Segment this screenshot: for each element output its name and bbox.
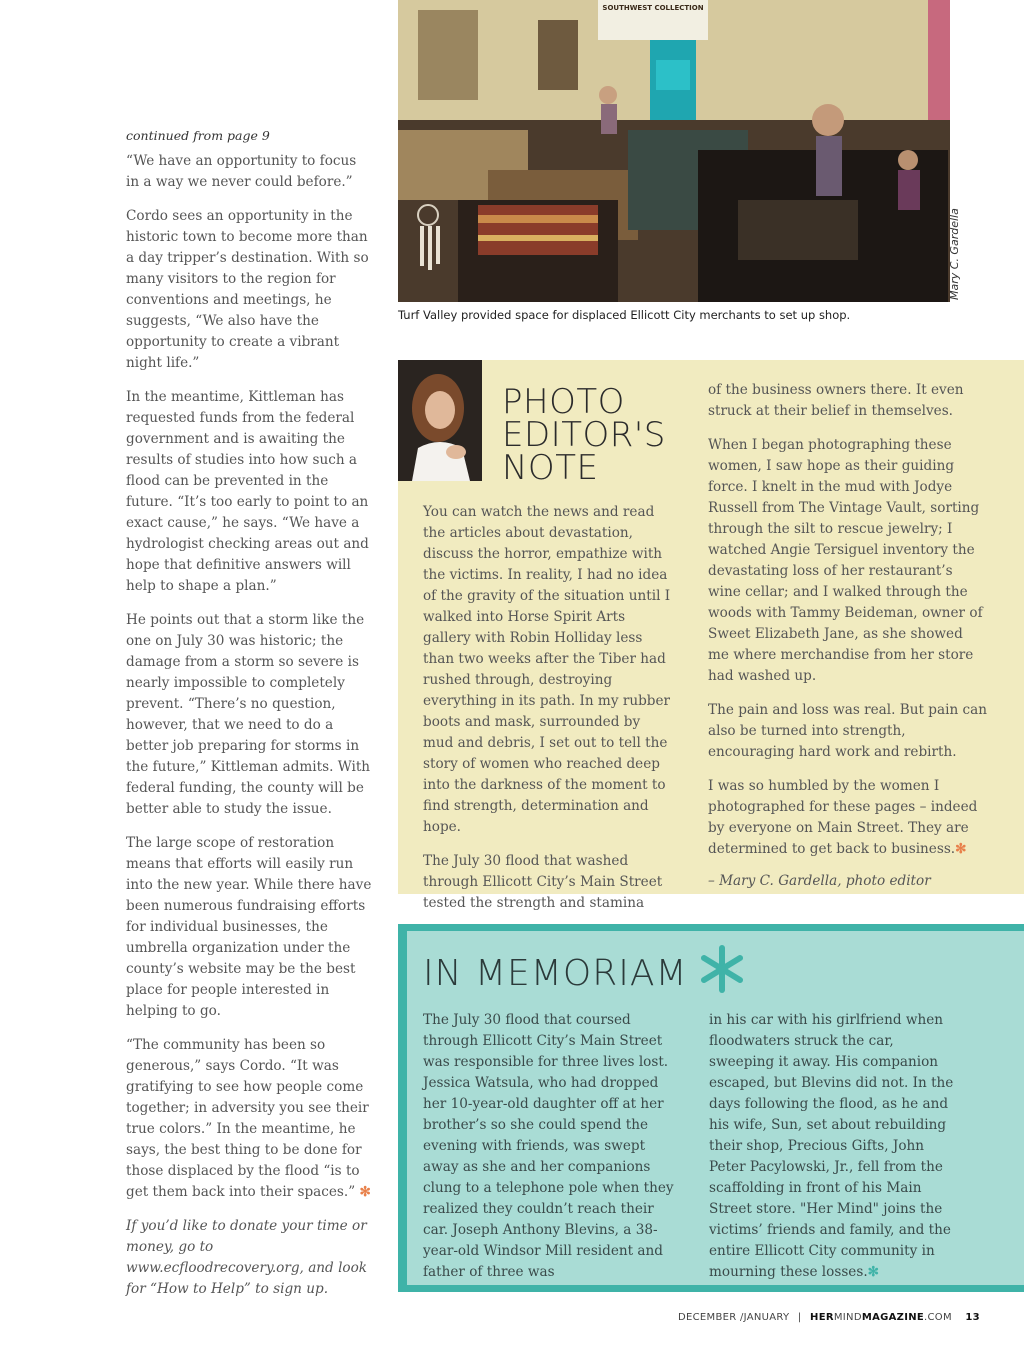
memoriam-title: IN MEMORIAM — [423, 953, 688, 994]
end-asterisk-icon: ✻ — [955, 841, 967, 857]
memoriam-column-1 — [423, 1010, 681, 1283]
editor-signature: – Mary C. Gardella, photo editor — [708, 873, 931, 889]
memoriam-paragraph: The July 30 flood that coursed through Ellicott City’s Main Street was responsible for three lives lost. Jessica Watsula, who had dropped her 10-year-old daughter off at her brother’s so she could spend the evening with friends, was swept away as she and her companions clung to a telephone pole when they realized they couldn’t reach their car. Joseph Anthony Blevins, a 38-year-old Windsor Mill resident and father of three was — [423, 1012, 674, 1280]
footer-separator: | — [797, 1312, 802, 1323]
page-footer — [678, 1312, 980, 1323]
asterisk-icon — [700, 944, 744, 994]
memoriam-paragraph-text: in his car with his girlfriend when floodwaters struck the car, sweeping it away. His companion escaped, but Blevins did not. In the days following the flood, as he and his wife, Sun, set about rebuilding their shop, Precious Gifts, John Peter Pacylowski, Jr., fell from the scaffolding in front of his Main Street store. "Her Mind" joins the victims’ friends and family, and the entire Ellicott City community in mourning these losses. — [709, 1012, 954, 1280]
title-line: NOTE — [502, 448, 599, 488]
note-paragraph: The July 30 flood that washed through Ellicott City’s Main Street tested the strength and stamina — [423, 853, 663, 911]
memoriam-paragraph-last — [709, 1010, 959, 1283]
article-paragraph: In the meantime, Kittleman has requested funds from the federal government and is awaiting the results of studies into how such a flood can be prevented in the future. “It’s too early to point to an exact cause,” he says. “We have a hydrologist checking areas out and hope that definitive answers will help to shape a plan.” — [126, 389, 369, 594]
note-paragraph-text: I was so humbled by the women I photographed for these pages – indeed by everyone on Main Street. They are determined to get back to business. — [708, 778, 978, 857]
site-tld: .COM — [924, 1312, 952, 1323]
market-photo-illustration — [398, 0, 950, 302]
note-paragraph: When I began photographing these women, I saw hope as their guiding force. I knelt in the mud with Jodye Russell from The Vintage Vault, sorting through the silt to rescue jewelry; I watched Angie Tersiguel inventory the devastating loss of her restaurant’s wine cellar; and I walked through the woods with Tammy Beideman, owner of Sweet Elizabeth Jane, as she showed me where merchandise from her store had washed up. — [708, 437, 983, 684]
article-paragraph-text: “The community has been so generous,” says Cordo. “It was gratifying to see how people come together; in adversity you see their true colors.” In the meantime, he says, the best thing to be done for those displaced by the flood “is to get them back into their spaces.” — [126, 1037, 369, 1200]
editor-note-column-2 — [708, 380, 988, 889]
article-paragraph: He points out that a storm like the one on July 30 was historic; the damage from a storm so severe is nearly impossible to completely prevent. “There’s no question, however, that we need to do a better job preparing for storms in the future,” Kittleman admits. With federal funding, the county will be better able to study the issue. — [126, 612, 371, 817]
article-continuation-column — [126, 128, 372, 1300]
photo-caption: Turf Valley provided space for displaced Ellicott City merchants to set up shop. — [398, 308, 851, 322]
shop-sign-text: SOUTHWEST COLLECTION — [602, 4, 704, 12]
memoriam-column-2 — [709, 1010, 959, 1283]
note-paragraph-last — [708, 776, 988, 860]
editor-portrait-illustration — [398, 360, 482, 481]
article-paragraph-last — [126, 1035, 372, 1203]
site-name-magazine: MAGAZINE — [861, 1312, 925, 1323]
title-line: PHOTO — [502, 382, 625, 422]
end-asterisk-icon: ✻ — [867, 1264, 880, 1280]
site-name-her: HER — [810, 1312, 834, 1323]
editor-note-column-1 — [423, 502, 673, 927]
issue-date: DECEMBER /JANUARY — [678, 1312, 790, 1323]
continued-note: continued from page 9 — [126, 128, 270, 143]
article-paragraph: “We have an opportunity to focus in a way we never could before.” — [126, 153, 357, 190]
note-paragraph: The pain and loss was real. But pain can also be turned into strength, encouraging hard work and rebirth. — [708, 702, 988, 760]
donate-note: If you’d like to donate your time or money, go to www.ecfloodrecovery.org, and look for “How to Help” to sign up. — [126, 1218, 368, 1297]
end-asterisk-icon: ✻ — [359, 1184, 371, 1200]
article-paragraph: Cordo sees an opportunity in the historic town to become more than a day tripper’s destination. With so many visitors to the region for conventions and meetings, he suggests, “We also have the opportunity to create a vibrant night life.” — [126, 208, 369, 371]
asterisk-icon-graphic — [700, 944, 744, 994]
photo-credit: Mary C. Gardella — [948, 208, 961, 300]
page-number: 13 — [965, 1312, 980, 1323]
site-name-mind: MIND — [833, 1312, 862, 1323]
editor-note-title — [502, 382, 666, 488]
market-photo — [398, 0, 950, 302]
note-paragraph: of the business owners there. It even struck at their belief in themselves. — [708, 382, 964, 419]
title-line: EDITOR'S — [502, 415, 666, 455]
editor-portrait — [398, 360, 482, 481]
note-paragraph: You can watch the news and read the articles about devastation, discuss the horror, empathize with the victims. In reality, I had no idea of the gravity of the situation until I walked into Horse Spirit Arts gallery with Robin Holliday less than two weeks after the Tiber had rushed through, destroying everything in its path. In my rubber boots and mask, surrounded by mud and debris, I set out to tell the story of women who reached deep into the darkness of the moment to find strength, determination and hope. — [423, 504, 671, 835]
article-paragraph: The large scope of restoration means that efforts will easily run into the new year. While there have been numerous fundraising efforts for individual businesses, the umbrella organization under the county’s website may be the best place for people interested in helping to go. — [126, 835, 372, 1019]
